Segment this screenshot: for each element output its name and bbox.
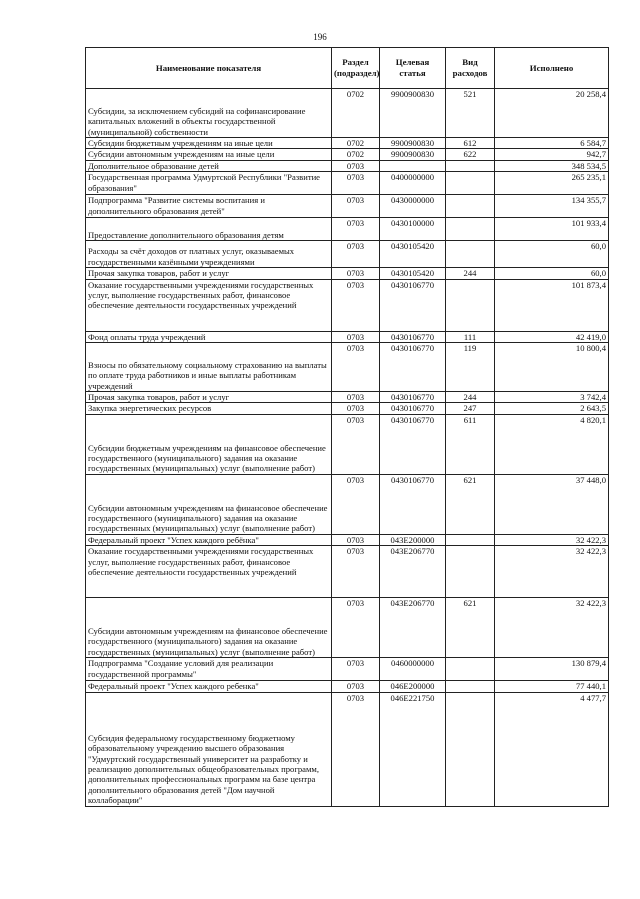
cell-executed: 60,0 (495, 241, 609, 268)
cell-name: Фонд оплаты труда учреждений (86, 331, 332, 342)
cell-name: Подпрограмма "Создание условий для реализации государственной программы" (86, 658, 332, 681)
table-row (86, 331, 609, 342)
cell-name: Расходы за счёт доходов от платных услуг, оказываемых государственными казёнными учреждениями (86, 241, 332, 268)
cell-section: 0703 (332, 279, 380, 331)
cell-target: 0430106770 (380, 403, 446, 414)
cell-section: 0703 (332, 403, 380, 414)
cell-type: 111 (446, 331, 495, 342)
cell-target: 0430106770 (380, 331, 446, 342)
cell-name: Субсидии автономным учреждениям на финансовое обеспечение государственного (муниципального) задания на оказание государственных (муниципальных) услуг (выполнение работ) (86, 598, 332, 658)
header-name: Наименование показателя (86, 48, 332, 89)
cell-target: 0460000000 (380, 658, 446, 681)
cell-executed: 130 879,4 (495, 658, 609, 681)
cell-executed: 6 584,7 (495, 138, 609, 149)
cell-executed: 4 820,1 (495, 414, 609, 474)
cell-executed: 101 933,4 (495, 218, 609, 241)
cell-type (446, 658, 495, 681)
cell-target: 0430106770 (380, 414, 446, 474)
cell-section: 0703 (332, 392, 380, 403)
cell-name: Подпрограмма "Развитие системы воспитания и дополнительного образования детей" (86, 195, 332, 218)
cell-section: 0703 (332, 692, 380, 806)
table-row (86, 218, 609, 241)
cell-executed: 942,7 (495, 149, 609, 160)
cell-section: 0703 (332, 546, 380, 598)
cell-type (446, 160, 495, 171)
cell-type: 244 (446, 268, 495, 279)
table-row (86, 414, 609, 474)
cell-target: 0430100000 (380, 218, 446, 241)
cell-name: Федеральный проект "Успех каждого ребенка" (86, 681, 332, 692)
cell-section: 0703 (332, 343, 380, 392)
cell-target: 9900900830 (380, 149, 446, 160)
header-executed: Исполнено (495, 48, 609, 89)
cell-name: Прочая закупка товаров, работ и услуг (86, 268, 332, 279)
cell-section: 0703 (332, 681, 380, 692)
cell-target: 9900900830 (380, 138, 446, 149)
cell-executed: 32 422,3 (495, 534, 609, 545)
cell-target: 0430106770 (380, 279, 446, 331)
cell-executed: 4 477,7 (495, 692, 609, 806)
cell-section: 0703 (332, 598, 380, 658)
cell-name: Субсидии, за исключением субсидий на софинансирование капитальных вложений в объекты государственной (муниципальной) собственности (86, 89, 332, 138)
table-row (86, 195, 609, 218)
cell-type: 621 (446, 598, 495, 658)
cell-name: Прочая закупка товаров, работ и услуг (86, 392, 332, 403)
cell-name: Дополнительное образование детей (86, 160, 332, 171)
cell-target: 0430000000 (380, 195, 446, 218)
table-row (86, 546, 609, 598)
cell-name: Оказание государственными учреждениями государственных услуг, выполнение государственных работ, финансовое обеспечение деятельности государственных учреждений (86, 546, 332, 598)
page-number: 196 (313, 32, 327, 42)
cell-section: 0703 (332, 218, 380, 241)
table-row (86, 279, 609, 331)
cell-type: 244 (446, 392, 495, 403)
cell-section: 0703 (332, 172, 380, 195)
cell-name: Субсидии автономным учреждениям на иные цели (86, 149, 332, 160)
table-row (86, 658, 609, 681)
cell-name: Субсидии бюджетным учреждениям на иные цели (86, 138, 332, 149)
cell-type: 622 (446, 149, 495, 160)
header-row (86, 48, 609, 89)
cell-name: Субсидия федеральному государственному бюджетному образовательному учреждению высшего образования "Удмуртский государственный университет на разработку и реализацию дополнительных общеобразовательных программ, дополнительных профессиональных программ на базе центра дополнительного образования детей "Дом научной коллаборации" (86, 692, 332, 806)
table-row (86, 343, 609, 392)
cell-executed: 32 422,3 (495, 546, 609, 598)
cell-name: Субсидии бюджетным учреждениям на финансовое обеспечение государственного (муниципального) задания на оказание государственных (муниципальных) услуг (выполнение работ) (86, 414, 332, 474)
cell-type: 521 (446, 89, 495, 138)
cell-target: 0430106770 (380, 474, 446, 534)
table-row (86, 403, 609, 414)
cell-target: 043E206770 (380, 546, 446, 598)
cell-executed: 134 355,7 (495, 195, 609, 218)
cell-target: 9900900830 (380, 89, 446, 138)
cell-section: 0703 (332, 331, 380, 342)
cell-executed: 60,0 (495, 268, 609, 279)
cell-executed: 42 419,0 (495, 331, 609, 342)
table-row (86, 474, 609, 534)
cell-section: 0702 (332, 149, 380, 160)
cell-type: 119 (446, 343, 495, 392)
header-type: Вид расходов (446, 48, 495, 89)
cell-type (446, 172, 495, 195)
cell-type (446, 241, 495, 268)
cell-section: 0703 (332, 241, 380, 268)
cell-type: 611 (446, 414, 495, 474)
cell-section: 0703 (332, 195, 380, 218)
cell-type (446, 546, 495, 598)
cell-target: 0400000000 (380, 172, 446, 195)
cell-section: 0702 (332, 89, 380, 138)
cell-target: 043E206770 (380, 598, 446, 658)
table-row (86, 241, 609, 268)
cell-target: 046E200000 (380, 681, 446, 692)
table-row (86, 89, 609, 138)
cell-name: Субсидии автономным учреждениям на финансовое обеспечение государственного (муниципального) задания на оказание государственных (муниципальных) услуг (выполнение работ) (86, 474, 332, 534)
table-row (86, 149, 609, 160)
cell-executed: 10 800,4 (495, 343, 609, 392)
cell-type: 612 (446, 138, 495, 149)
cell-type (446, 692, 495, 806)
cell-section: 0703 (332, 414, 380, 474)
report-table (85, 47, 609, 807)
cell-name: Оказание государственными учреждениями государственных услуг, выполнение государственных работ, финансовое обеспечение деятельности государственных учреждений (86, 279, 332, 331)
cell-section: 0703 (332, 534, 380, 545)
cell-name: Предоставление дополнительного образования детям (86, 218, 332, 241)
cell-executed: 77 440,1 (495, 681, 609, 692)
cell-target: 046E221750 (380, 692, 446, 806)
cell-type (446, 534, 495, 545)
cell-section: 0703 (332, 160, 380, 171)
cell-section: 0703 (332, 474, 380, 534)
cell-executed: 348 534,5 (495, 160, 609, 171)
cell-name: Взносы по обязательному социальному страхованию на выплаты по оплате труда работников и иные выплаты работникам учреждений (86, 343, 332, 392)
table-row (86, 268, 609, 279)
cell-executed: 37 448,0 (495, 474, 609, 534)
cell-section: 0703 (332, 268, 380, 279)
cell-name: Государственная программа Удмуртской Республики "Развитие образования" (86, 172, 332, 195)
cell-target: 0430105420 (380, 241, 446, 268)
cell-executed: 20 258,4 (495, 89, 609, 138)
cell-target: 043E200000 (380, 534, 446, 545)
table-row (86, 160, 609, 171)
header-target: Целевая статья (380, 48, 446, 89)
table-row (86, 138, 609, 149)
cell-type (446, 195, 495, 218)
cell-target: 0430106770 (380, 343, 446, 392)
cell-executed: 265 235,1 (495, 172, 609, 195)
cell-type (446, 279, 495, 331)
cell-target: 0430105420 (380, 268, 446, 279)
cell-section: 0702 (332, 138, 380, 149)
cell-target: 0430106770 (380, 392, 446, 403)
cell-target (380, 160, 446, 171)
table-row (86, 681, 609, 692)
table-row (86, 534, 609, 545)
cell-type: 621 (446, 474, 495, 534)
table-row (86, 598, 609, 658)
cell-type (446, 681, 495, 692)
cell-section: 0703 (332, 658, 380, 681)
table-row (86, 172, 609, 195)
table-row (86, 692, 609, 806)
header-section: Раздел (подраздел) (332, 48, 380, 89)
cell-executed: 2 643,5 (495, 403, 609, 414)
cell-executed: 101 873,4 (495, 279, 609, 331)
cell-name: Закупка энергетических ресурсов (86, 403, 332, 414)
cell-executed: 3 742,4 (495, 392, 609, 403)
cell-executed: 32 422,3 (495, 598, 609, 658)
cell-type: 247 (446, 403, 495, 414)
cell-name: Федеральный проект "Успех каждого ребёнка" (86, 534, 332, 545)
table-row (86, 392, 609, 403)
cell-type (446, 218, 495, 241)
